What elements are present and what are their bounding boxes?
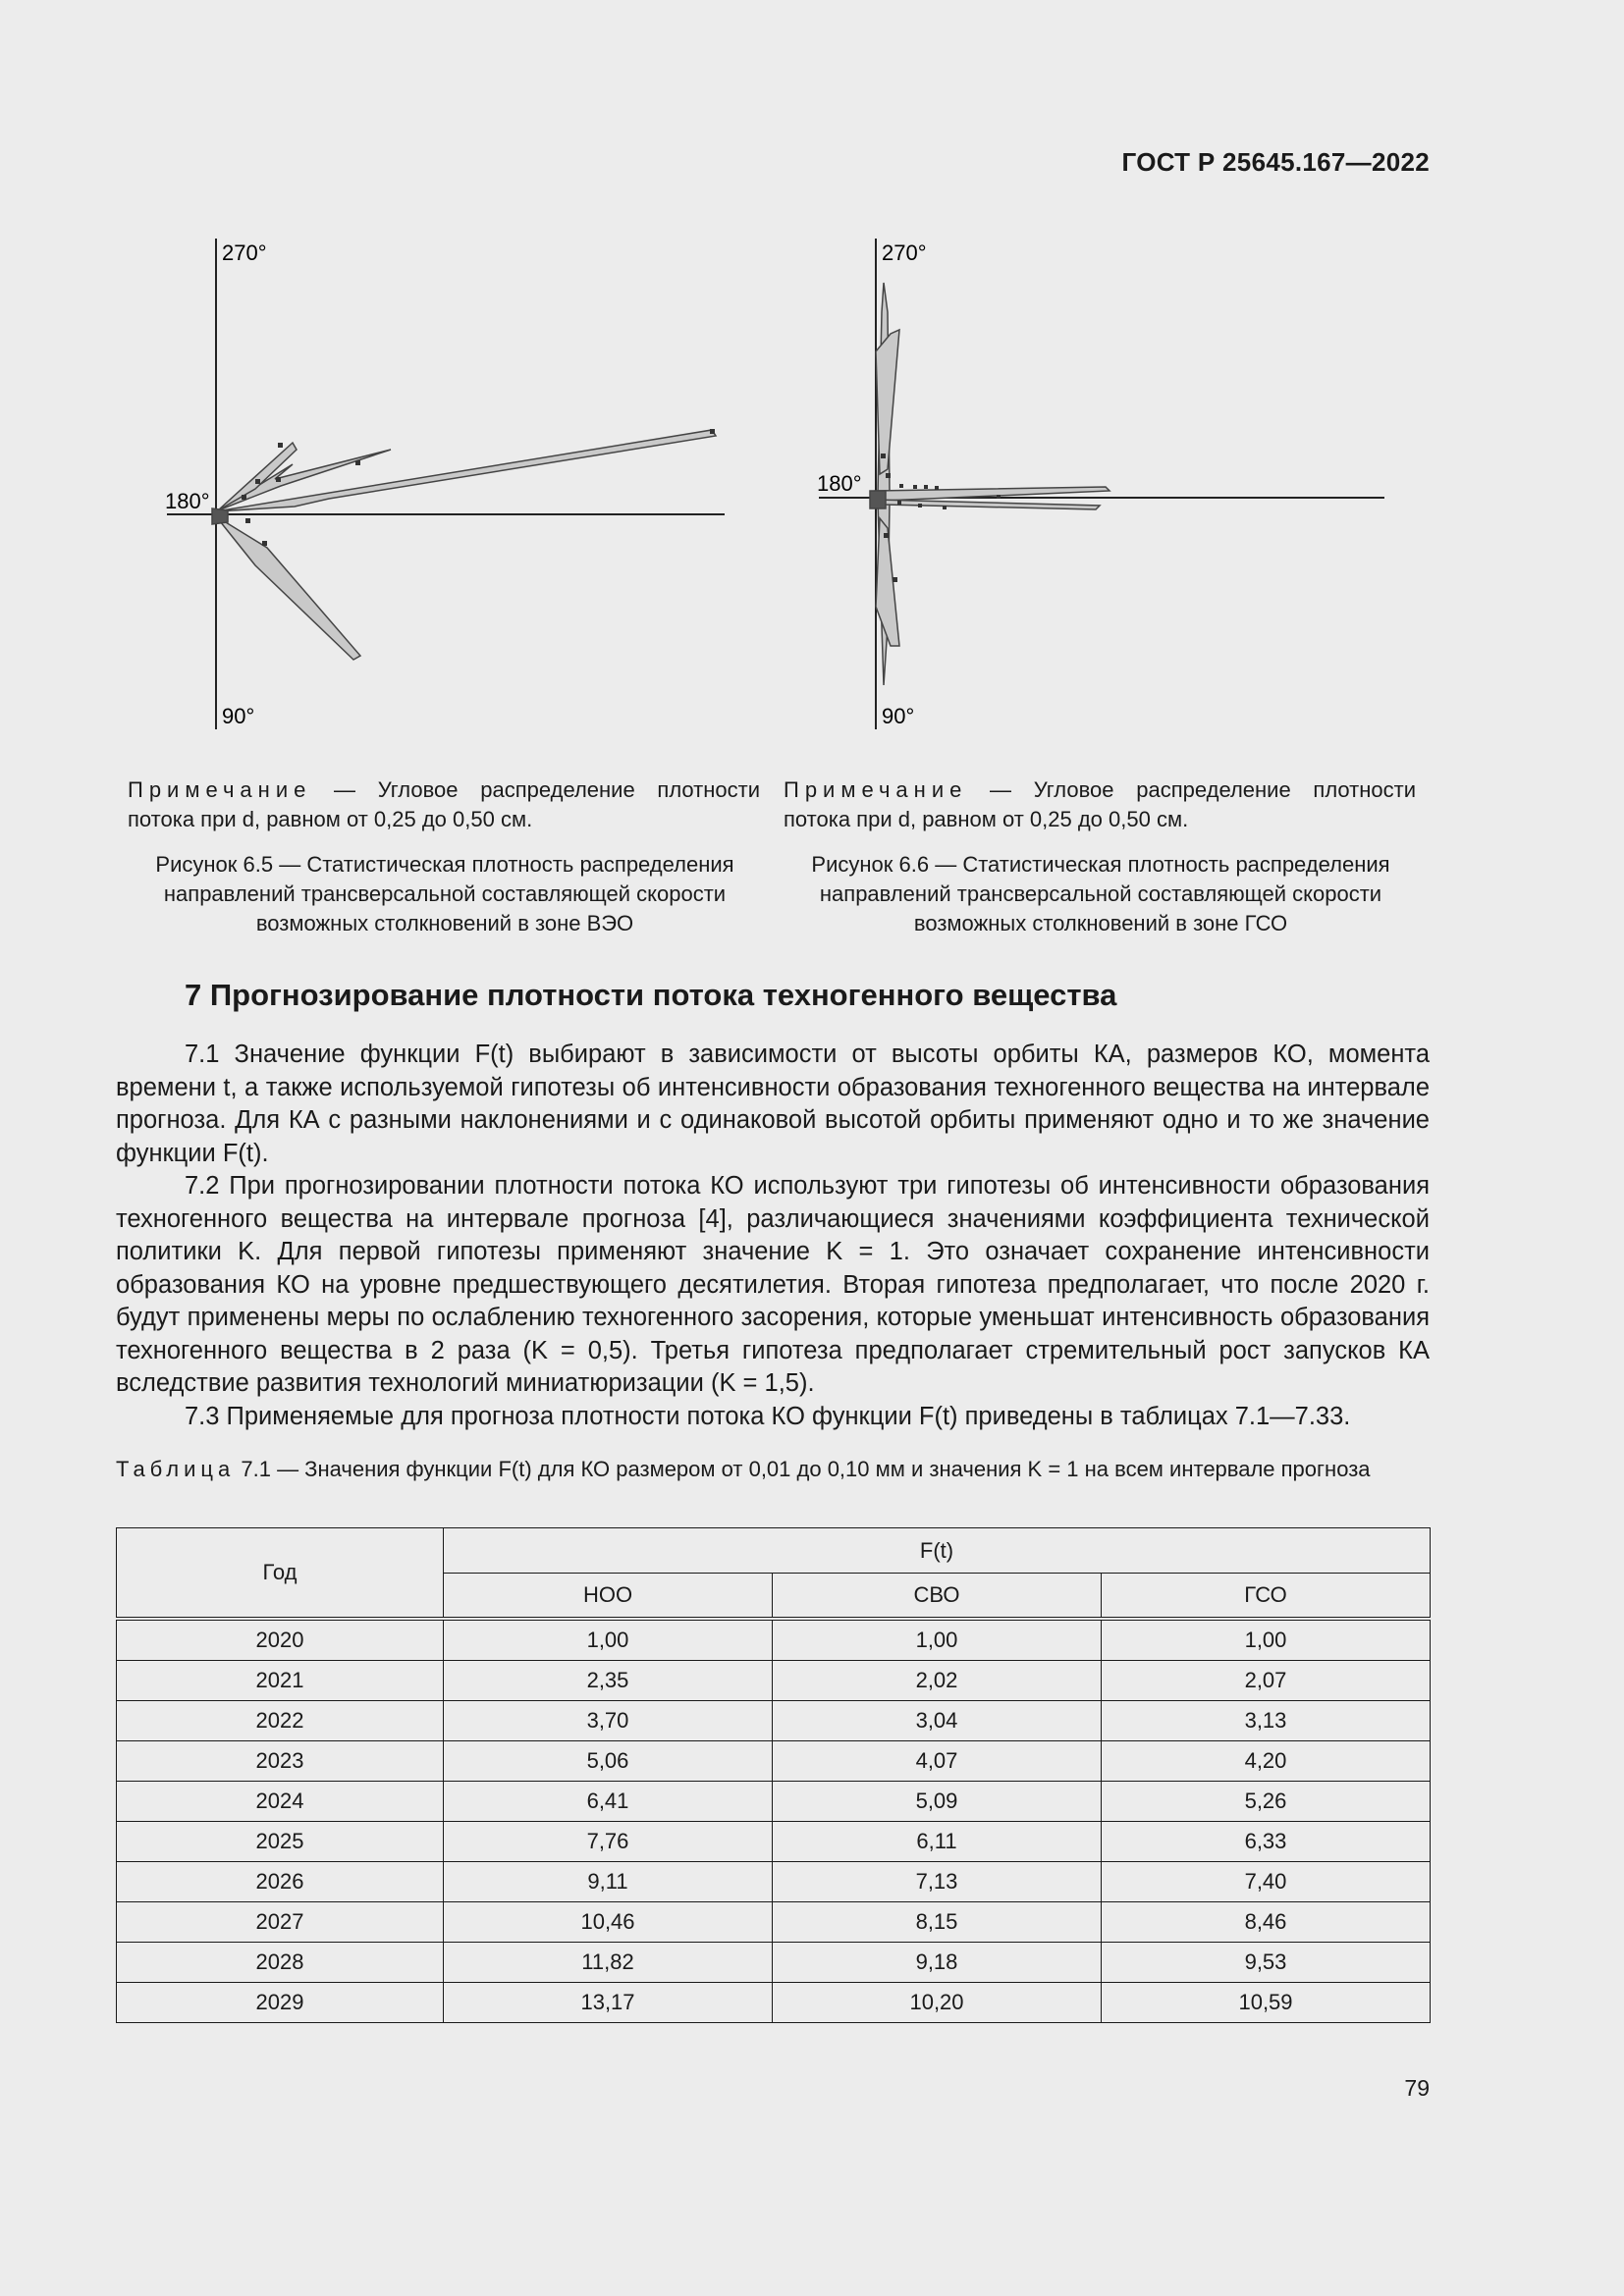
header-col-noo: НОО (444, 1574, 773, 1620)
header-col-svo: СВО (773, 1574, 1102, 1620)
table-cell: 3,04 (773, 1701, 1102, 1741)
figure-6-6-note (784, 775, 1416, 834)
table-cell: 2024 (117, 1782, 444, 1822)
table-cell: 7,76 (444, 1822, 773, 1862)
table-row (117, 1862, 1431, 1902)
data-table (116, 1527, 1431, 2023)
table-caption-label: Таблица (116, 1457, 236, 1481)
table-cell: 9,18 (773, 1943, 1102, 1983)
table-cell: 4,20 (1102, 1741, 1431, 1782)
table-cell: 3,70 (444, 1701, 773, 1741)
figure-6-5-note-label: Примечание (128, 777, 312, 802)
paragraph-7-1: 7.1 Значение функции F(t) выбирают в зависимости от высоты орбиты КА, размеров КО, момента времени t, а также используемой гипотезы об интенсивности образования техногенного вещества на интервале прогноза. Для КА с разными наклонениями и с одинаковой высотой орбиты применяют одно и то же значение функции F(t). (116, 1041, 1430, 1167)
table-cell: 10,46 (444, 1902, 773, 1943)
table-cell: 13,17 (444, 1983, 773, 2023)
table-row (117, 1902, 1431, 1943)
table-row (117, 1661, 1431, 1701)
paragraph-7-3: 7.3 Применяемые для прогноза плотности потока КО функции F(t) приведены в таблицах 7.1—7.33. (185, 1402, 1351, 1430)
table-cell: 9,53 (1102, 1943, 1431, 1983)
figure-6-6-angle-top: 270° (882, 240, 927, 265)
header-group: F(t) (444, 1528, 1431, 1574)
paragraph-7-2: 7.2 При прогнозировании плотности потока КО используют три гипотезы об интенсивности образования техногенного вещества на интервале прогноза [4], различающиеся значениями коэффициента технической политики K. Для первой гипотезы применяют значение K = 1. Это означает сохранение интенсивности образования КО на уровне предшествующего десятилетия. Вторая гипотеза предполагает, что после 2020 г. будут применены меры по ослаблению техногенного засорения, которые уменьшат интенсивность образования техногенного вещества в 2 раза (K = 0,5). Третья гипотеза предполагает стремительный рост запусков КА вследствие развития технологий миниатюризации (K = 1,5). (116, 1172, 1430, 1397)
figure-6-6-caption: Рисунок 6.6 — Статистическая плотность распределения направлений трансверсальной составляющей скорости возможных столкновений в зоне ГСО (811, 852, 1390, 935)
table-cell: 2,07 (1102, 1661, 1431, 1701)
figure-6-6-note-text: — Угловое распределение плотности потока при d, равном от 0,25 до 0,50 см. (784, 777, 1416, 831)
table-cell: 4,07 (773, 1741, 1102, 1782)
table-cell: 7,13 (773, 1862, 1102, 1902)
table-cell: 10,59 (1102, 1983, 1431, 2023)
figure-6-5-angle-bottom: 90° (222, 704, 255, 728)
page-number: 79 (1404, 2075, 1430, 2101)
table-cell: 5,09 (773, 1782, 1102, 1822)
table-cell: 1,00 (444, 1619, 773, 1661)
figure-6-5-rose (212, 430, 716, 660)
table-cell: 11,82 (444, 1943, 773, 1983)
table-cell: 5,26 (1102, 1782, 1431, 1822)
figure-6-5-caption: Рисунок 6.5 — Статистическая плотность распределения направлений трансверсальной составляющей скорости возможных столкновений в зоне ВЭО (155, 852, 734, 935)
table-cell: 6,11 (773, 1822, 1102, 1862)
table-cell: 6,41 (444, 1782, 773, 1822)
figure-6-6-plot (815, 234, 1404, 734)
table-cell: 2021 (117, 1661, 444, 1701)
header-year: Год (117, 1528, 444, 1620)
table-cell: 9,11 (444, 1862, 773, 1902)
table-cell: 2022 (117, 1701, 444, 1741)
table-cell: 2,02 (773, 1661, 1102, 1701)
figure-6-5-angle-left: 180° (165, 489, 210, 513)
table-cell: 2,35 (444, 1661, 773, 1701)
table-cell: 7,40 (1102, 1862, 1431, 1902)
table-cell: 8,46 (1102, 1902, 1431, 1943)
table-row (117, 1943, 1431, 1983)
figure-6-6-angle-bottom: 90° (882, 704, 915, 728)
figure-6-5-angle-top: 270° (222, 240, 267, 265)
section-title: 7 Прогнозирование плотности потока техногенного вещества (185, 978, 1117, 1012)
table-cell: 2026 (117, 1862, 444, 1902)
table-caption (116, 1455, 1430, 1484)
figure-6-6-angle-left: 180° (817, 471, 862, 496)
table-cell: 5,06 (444, 1741, 773, 1782)
figure-6-6-rose (870, 283, 1110, 685)
figure-6-5-note-text: — Угловое распределение плотности потока при d, равном от 0,25 до 0,50 см. (128, 777, 760, 831)
table-row (117, 1741, 1431, 1782)
table-cell: 3,13 (1102, 1701, 1431, 1741)
table-row (117, 1822, 1431, 1862)
figure-6-5-note (128, 775, 760, 834)
table-cell: 1,00 (1102, 1619, 1431, 1661)
section-body (116, 1039, 1430, 1433)
header-col-gso: ГСО (1102, 1574, 1431, 1620)
table-row (117, 1701, 1431, 1741)
table-cell: 2028 (117, 1943, 444, 1983)
table-cell: 8,15 (773, 1902, 1102, 1943)
table-cell: 2020 (117, 1619, 444, 1661)
table-cell: 2025 (117, 1822, 444, 1862)
table-cell: 6,33 (1102, 1822, 1431, 1862)
standard-code: ГОСТ Р 25645.167—2022 (1121, 147, 1430, 177)
figure-6-6-note-label: Примечание (784, 777, 968, 802)
table-row (117, 1782, 1431, 1822)
figure-6-6-markers (881, 454, 1001, 582)
figure-6-5-plot (157, 234, 746, 734)
table-cell: 2027 (117, 1902, 444, 1943)
table-caption-text: 7.1 — Значения функции F(t) для КО размером от 0,01 до 0,10 мм и значения K = 1 на всем интервале прогноза (235, 1457, 1371, 1481)
table-cell: 1,00 (773, 1619, 1102, 1661)
table-row (117, 1619, 1431, 1661)
table-cell: 2023 (117, 1741, 444, 1782)
table-cell: 10,20 (773, 1983, 1102, 2023)
table-cell: 2029 (117, 1983, 444, 2023)
table-row (117, 1983, 1431, 2023)
